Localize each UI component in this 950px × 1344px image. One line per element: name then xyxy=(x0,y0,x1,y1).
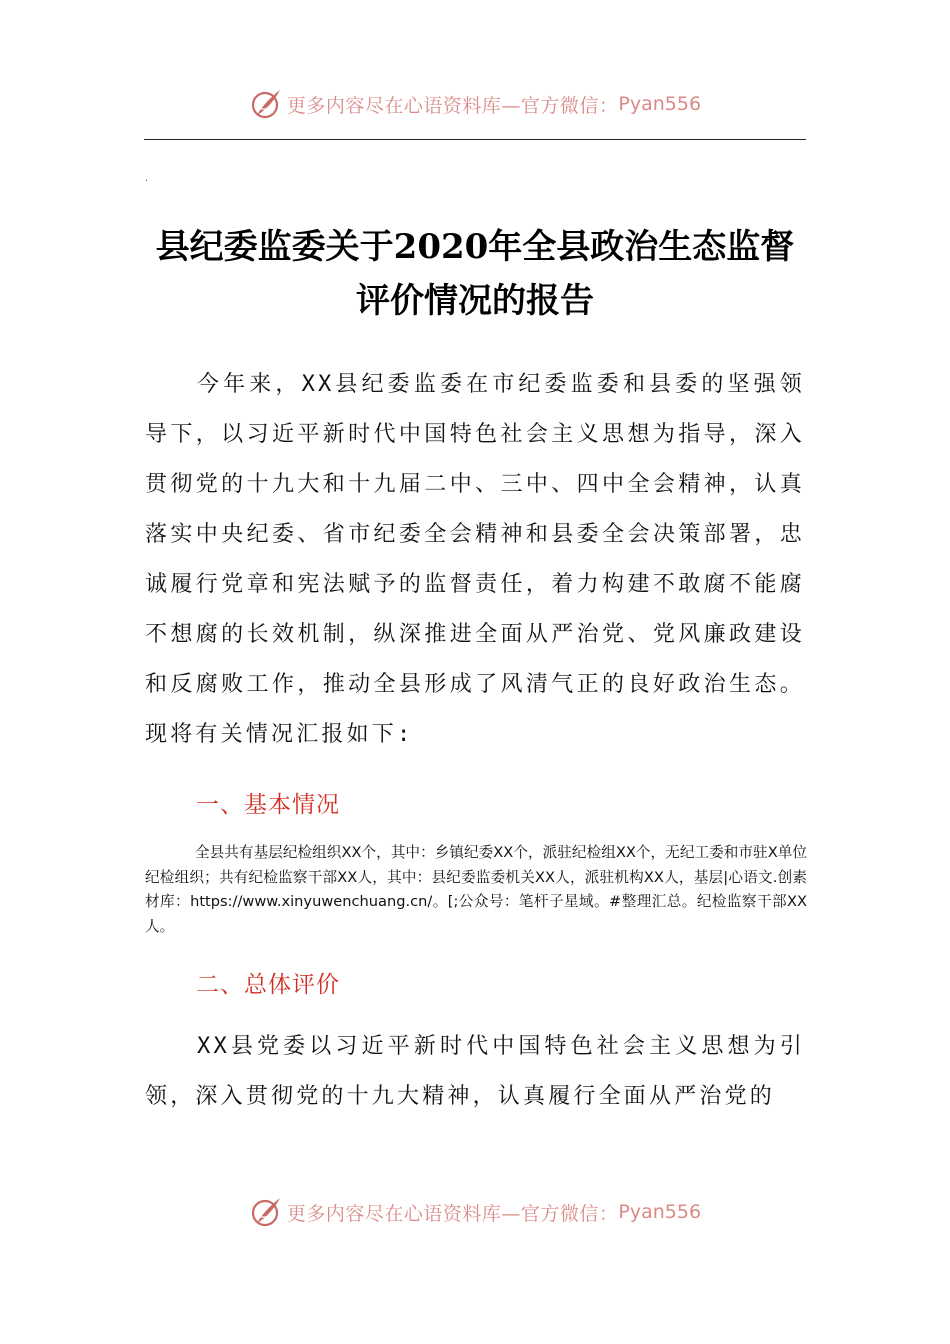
header-banner xyxy=(0,84,950,124)
title-line-1: 县纪委监委关于2020年全县政治生态监督 xyxy=(155,227,795,267)
quill-logo-icon xyxy=(249,1195,283,1229)
banner-text: 更多内容尽在心语资料库—官方微信： xyxy=(286,1202,619,1225)
title-line-2: 评价情况的报告 xyxy=(356,281,594,321)
document-title xyxy=(100,220,850,328)
quill-logo-icon xyxy=(249,87,283,121)
banner-wechat-id: Pyan556 xyxy=(618,93,702,115)
banner-text: 更多内容尽在心语资料库—官方微信： xyxy=(286,94,619,117)
stray-dot: · xyxy=(145,176,149,187)
section-overall-body: XX县党委以习近平新时代中国特色社会主义思想为引领，深入贯彻党的十九大精神，认真履行全面从严治党的 xyxy=(145,1034,805,1109)
header-divider xyxy=(144,139,806,140)
banner-wechat-id: Pyan556 xyxy=(618,1201,702,1223)
intro-paragraph: 今年来，XX县纪委监委在市纪委监委和县委的坚强领导下，以习近平新时代中国特色社会主义思想为指导，深入贯彻党的十九大和十九届二中、三中、四中全会精神，认真落实中央纪委、省市纪委全会精神和县委全会决策部署，忠诚履行党章和宪法赋予的监督责任，着力构建不敢腐不能腐不想腐的长效机制，纵深推进全面从严治党、党风廉政建设和反腐败工作，推动全县形成了风清气正的良好政治生态。现将有关情况汇报如下: xyxy=(145,372,805,747)
section-basic-body: 全县共有基层纪检组织XX个，其中：乡镇纪委XX个，派驻纪检组XX个，无纪工委和市驻X单位纪检组织；共有纪检监察干部XX人，其中：县纪委监委机关XX人，派驻机构XX人，基层|心语文.创素材库：https://www.xinyuwenchuang.cn/。[;公众号：笔杆子星域。#整理汇总。纪检监察干部XX人。 xyxy=(145,844,807,935)
section-heading-overall: 二、总体评价 xyxy=(196,972,340,998)
section-heading-basic: 一、基本情况 xyxy=(196,792,340,818)
footer-banner xyxy=(0,1192,950,1232)
